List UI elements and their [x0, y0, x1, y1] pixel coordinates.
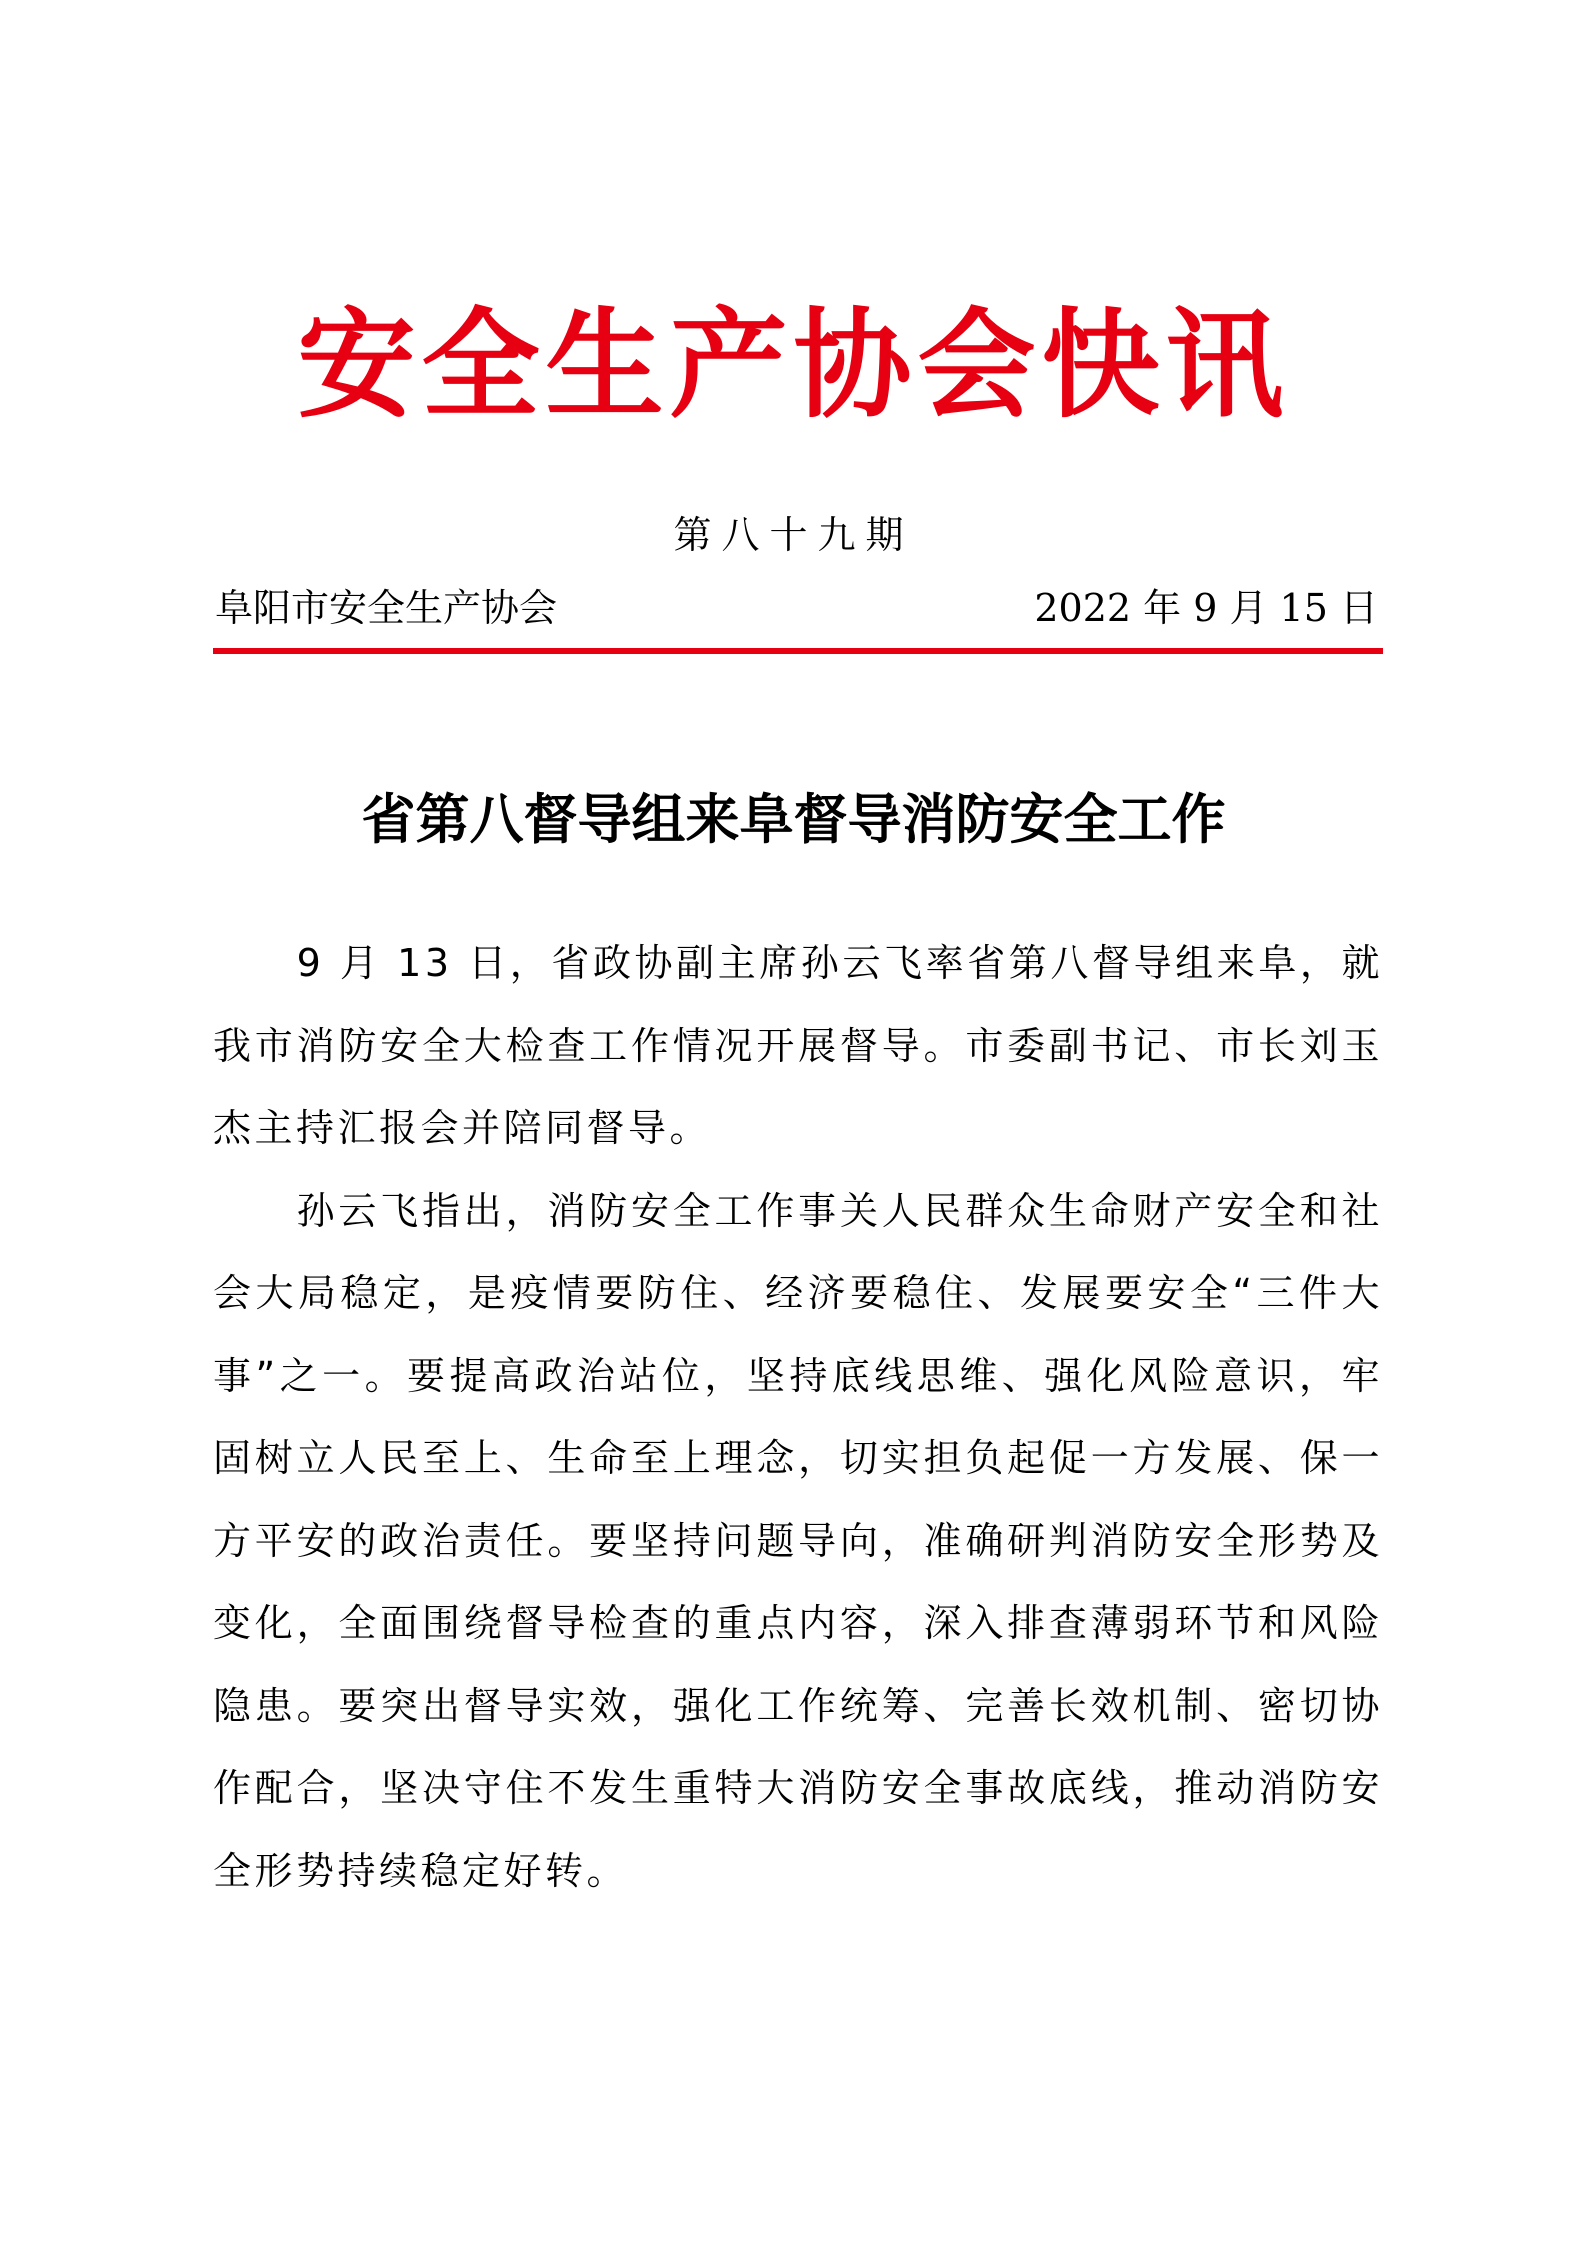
- meta-row: [215, 578, 1378, 638]
- article-headline: 省第八督导组来阜督导消防安全工作: [361, 788, 1226, 851]
- article-paragraph: 孙云飞指出，消防安全工作事关人民群众生命财产安全和社会大局稳定，是疫情要防住、经济要稳住、发展要安全“三件大事”之一。要提高政治站位，坚持底线思维、强化风险意识，牢固树立人民至上、生命至上理念，切实担负起促一方发展、保一方平安的政治责任。要坚持问题导向，准确研判消防安全形势及变化，全面围绕督导检查的重点内容，深入排查薄弱环节和风险隐患。要突出督导实效，强化工作统筹、完善长效机制、密切协作配合，坚决守住不发生重特大消防安全事故底线，推动消防安全形势持续稳定好转。: [213, 1188, 1383, 1893]
- issue-number: 第八十九期: [673, 513, 914, 557]
- publisher-name: 阜阳市安全生产协会: [215, 586, 558, 630]
- masthead-title: 安全生产协会快讯: [297, 296, 1290, 434]
- article-body: [213, 922, 1383, 1912]
- article-paragraph: 9 月 13 日，省政协副主席孙云飞率省第八督导组来阜，就我市消防安全大检查工作情况开展督导。市委副书记、市长刘玉杰主持汇报会并陪同督导。: [213, 941, 1383, 1150]
- publish-date: 2022 年 9 月 15 日: [1034, 586, 1378, 630]
- red-divider: [213, 648, 1383, 654]
